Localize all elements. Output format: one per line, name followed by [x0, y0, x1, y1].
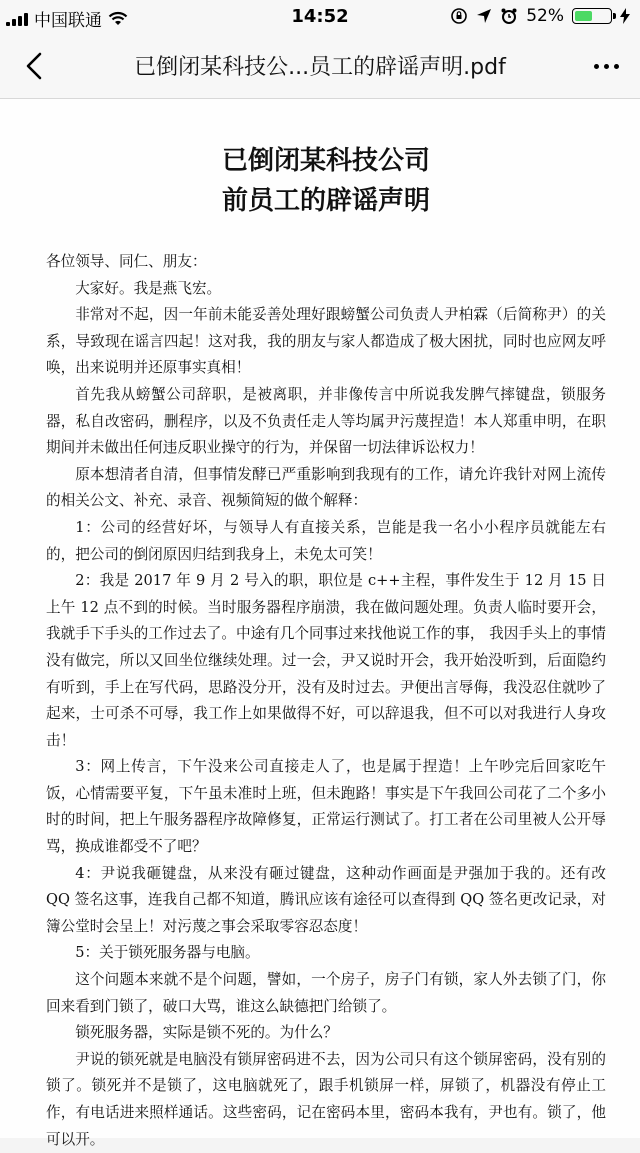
paragraph: 尹说的锁死就是电脑没有锁屏密码进不去，因为公司只有这个锁屏密码，没有别的锁了。锁死并不是锁了，这电脑就死了，跟手机锁屏一样，屏锁了，机器没有停止工作，有电话进来照样通话。这些密码，记在密码本里，密码本我有，尹也有。锁了，他可以开。	[46, 1050, 606, 1148]
salutation: 各位领导、同仁、朋友：	[46, 253, 207, 270]
paragraph: 4：尹说我砸键盘，从来没有砸过键盘，这种动作画面是尹强加于我的。还有改 QQ 签名这事，连我自己都不知道，腾讯应该有途径可以查得到 QQ 签名更改记录，对簿公堂时会呈上！对污蔑之事会采取零容忍态度！	[46, 864, 606, 935]
charging-icon	[620, 8, 630, 24]
pdf-page[interactable]	[0, 99, 640, 1148]
paragraph: 锁死服务器，实际是锁不死的。为什么？	[75, 1024, 338, 1042]
carrier-label: 中国联通	[34, 11, 102, 31]
back-button[interactable]	[18, 48, 54, 84]
paragraph: 原本想清者自清，但事情发酵已严重影响到我现有的工作，请允许我针对网上流传的相关公文、补充、录音、视频简短的做个解释：	[46, 465, 606, 510]
paragraph: 2：我是 2017 年 9 月 2 号入的职，职位是 c++主程，事件发生于 12 月 15 日上午 12 点不到的时候。当时服务器程序崩溃，我在做问题处理。负责人临时要开会，我就手下手头的工作过去了。中途有几个同事过来找他说工作的事， 我因手头上的事情没有做完，所以又回坐位继续处理。过一会，尹又说时开会，我开始没听到，后面隐约有听到，手上在写代码，思路没分开，没有及时过去。尹便出言辱侮，我没忍住就吵了起来，士可杀不可辱，我工作上如果做得不好，可以辞退我，但不可以对我进行人身攻击！	[46, 572, 606, 749]
paragraph: 5：关于锁死服务器与电脑。	[75, 944, 260, 962]
document-body	[46, 249, 606, 1153]
more-dot-icon	[614, 64, 619, 69]
status-right	[450, 6, 630, 26]
more-button[interactable]	[586, 56, 626, 76]
clock: 14:52	[291, 6, 349, 27]
paragraph: 这个问题本来就不是个问题，譬如，一个房子，房子门有锁，家人外去锁了门，你回来看到门锁了，破口大骂，谁这么缺德把门给锁了。	[46, 971, 606, 1015]
document-content	[46, 141, 606, 1153]
battery-percent: 52%	[526, 6, 564, 26]
heading-line-1: 已倒闭某科技公司	[221, 146, 430, 176]
paragraph: 大家好。我是燕飞宏。	[75, 279, 222, 297]
navigation-bar	[0, 36, 640, 99]
document-title: 已倒闭某科技公...员工的辟谣声明.pdf	[134, 55, 506, 80]
paragraph: 首先我从螃蟹公司辞职，是被离职，并非像传言中所说我发脾气摔键盘，锁服务器，私自改密码，删程序，以及不负责任走人等均属尹污蔑捏造！本人郑重申明，在职期间并未做出任何违反职业操守的行为，并保留一切法律诉讼权力！	[46, 385, 606, 457]
paragraph: 非常对不起，因一年前未能妥善处理好跟螃蟹公司负责人尹柏霖（后简称尹）的关系，导致现在谣言四起！这对我，我的朋友与家人都造成了极大困扰，同时也应网友呼唤，出来说明并还原事实真相！	[46, 306, 606, 377]
chevron-left-icon	[18, 48, 54, 84]
document-heading	[46, 141, 606, 221]
battery-icon	[572, 8, 612, 24]
location-icon	[476, 8, 492, 24]
rotation-lock-icon	[450, 7, 468, 25]
paragraph: 1：公司的经营好坏，与领导人有直接关系，岂能是我一名小小程序员就能左右的，把公司的倒闭原因归结到我身上，未免太可笑！	[46, 518, 606, 563]
more-dot-icon	[594, 64, 599, 69]
paragraph: 3：网上传言，下午没来公司直接走人了，也是属于捏造！上午吵完后回家吃午饭，心情需要平复，下午虽未准时上班，但未跑路！事实是下午我回公司花了二个多小时的时间，把上午服务器程序故障修复，正常运行测试了。打工者在公司里被人公开辱骂，换成谁都受不了吧？	[46, 758, 606, 856]
alarm-icon	[500, 7, 518, 25]
heading-line-2: 前员工的辟谣声明	[221, 186, 430, 216]
more-dot-icon	[604, 64, 609, 69]
status-bar	[0, 0, 640, 36]
